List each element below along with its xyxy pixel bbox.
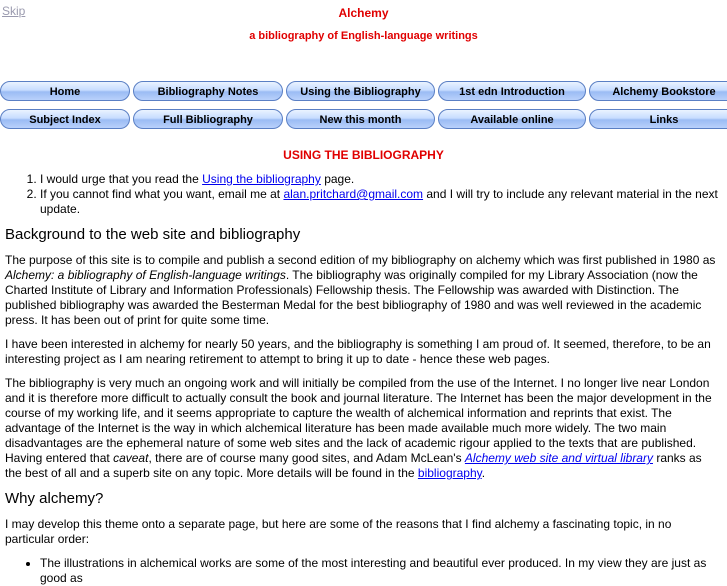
nav-home-button[interactable]: Home — [0, 81, 130, 101]
book-title: Alchemy: a bibliography of English-language writings — [5, 268, 286, 282]
nav-full-bibliography-button[interactable]: Full Bibliography — [133, 109, 283, 129]
nav-alchemy-bookstore-button[interactable]: Alchemy Bookstore — [589, 81, 727, 101]
main-content — [5, 226, 720, 586]
nav-row-2 — [0, 109, 727, 131]
link-text: Alchemy web site and virtual library — [464, 451, 653, 465]
page-heading: USING THE BIBLIOGRAPHY — [283, 148, 444, 162]
using-bibliography-link[interactable]: Using the bibliography — [202, 172, 321, 186]
intro-item1-text: I would urge that you read the — [40, 172, 203, 186]
alchemy-virtual-library-link[interactable] — [465, 451, 653, 465]
list-item — [40, 172, 720, 187]
email-link[interactable]: alan.pritchard@gmail.com — [283, 187, 424, 201]
skip-link[interactable]: Skip — [2, 4, 26, 18]
intro-item1-tail: page. — [320, 172, 355, 186]
nav-links-button[interactable]: Links — [589, 109, 727, 129]
nav-subject-index-button[interactable]: Subject Index — [0, 109, 130, 129]
paragraph-text: . — [481, 466, 486, 480]
list-item: • The illustrations in alchemical works are some of the most interesting and beautiful ever produced. In my view they are just as good as — [40, 556, 720, 586]
intro-list — [0, 172, 720, 217]
list-item — [40, 187, 720, 217]
paragraph-text: . The bibliography was originally compiled for my Library Association (now the Charted Institute of Library and Information Professionals) Fellowship thesis. The Fellowship was awarded with Distinction. The published bibliography was awarded the Besterman Medal for the best bibliography of 1980 and was well reviewed in the academic press. It has been out of print for quite some time. — [5, 268, 702, 327]
nav-available-online-button[interactable]: Available online — [438, 109, 586, 129]
nav-new-this-month-button[interactable]: New this month — [286, 109, 435, 129]
background-paragraph-2: I have been interested in alchemy for nearly 50 years, and the bibliography is something I am proud of. It seemed, therefore, to be an interesting project as I am nearing retirement to attempt to bring it up to date - hence these web pages. — [5, 337, 711, 366]
background-paragraph-3 — [5, 376, 720, 481]
paragraph-text: The purpose of this site is to compile and publish a second edition of my bibliography on alchemy which was first published in 1980 as — [5, 253, 716, 267]
paragraph-text: The bibliography is very much an ongoing work and will initially be compiled from the use of the Internet. I no longer live near London and it is therefore more difficult to actually consult the book and journal literature. The Internet has been the major development in the course of my working life, and it seems appropriate to capture the wealth of alchemical information and reprints that exist. The advantage of the Internet is the way in which alchemical literature has been made available much more widely. The two main disadvantages are the ephemeral nature of some web sites and the lack of academic rigour applied to the texts that are published. Having entered that — [5, 376, 712, 465]
why-alchemy-heading: Why alchemy? — [5, 490, 104, 507]
nav-using-bibliography-button[interactable]: Using the Bibliography — [286, 81, 435, 101]
bibliography-link[interactable]: bibliography — [417, 466, 482, 480]
site-title: Alchemy — [338, 6, 389, 20]
reasons-list — [5, 556, 720, 586]
why-alchemy-paragraph: I may develop this theme onto a separate page, but here are some of the reasons that I find alchemy a fascinating topic, in no particular order: — [5, 517, 672, 546]
nav-1st-edn-introduction-button[interactable]: 1st edn Introduction — [438, 81, 586, 101]
paragraph-text: ranks as the best of all and a superb site on any topic. More details will be found in the — [5, 451, 702, 480]
caveat-text: caveat — [113, 451, 149, 465]
background-heading: Background to the web site and bibliography — [5, 226, 301, 243]
intro-item2-text: If you cannot find what you want, email me at — [40, 187, 284, 201]
nav-row-1 — [0, 81, 727, 103]
paragraph-text: , there are of course many good sites, and Adam McLean's — [148, 451, 465, 465]
intro-item2-tail: and I will try to include any relevant material in the next update. — [40, 187, 718, 216]
nav-bibliography-notes-button[interactable]: Bibliography Notes — [133, 81, 283, 101]
site-subtitle: a bibliography of English-language writings — [249, 30, 478, 42]
background-paragraph-1 — [5, 253, 720, 328]
